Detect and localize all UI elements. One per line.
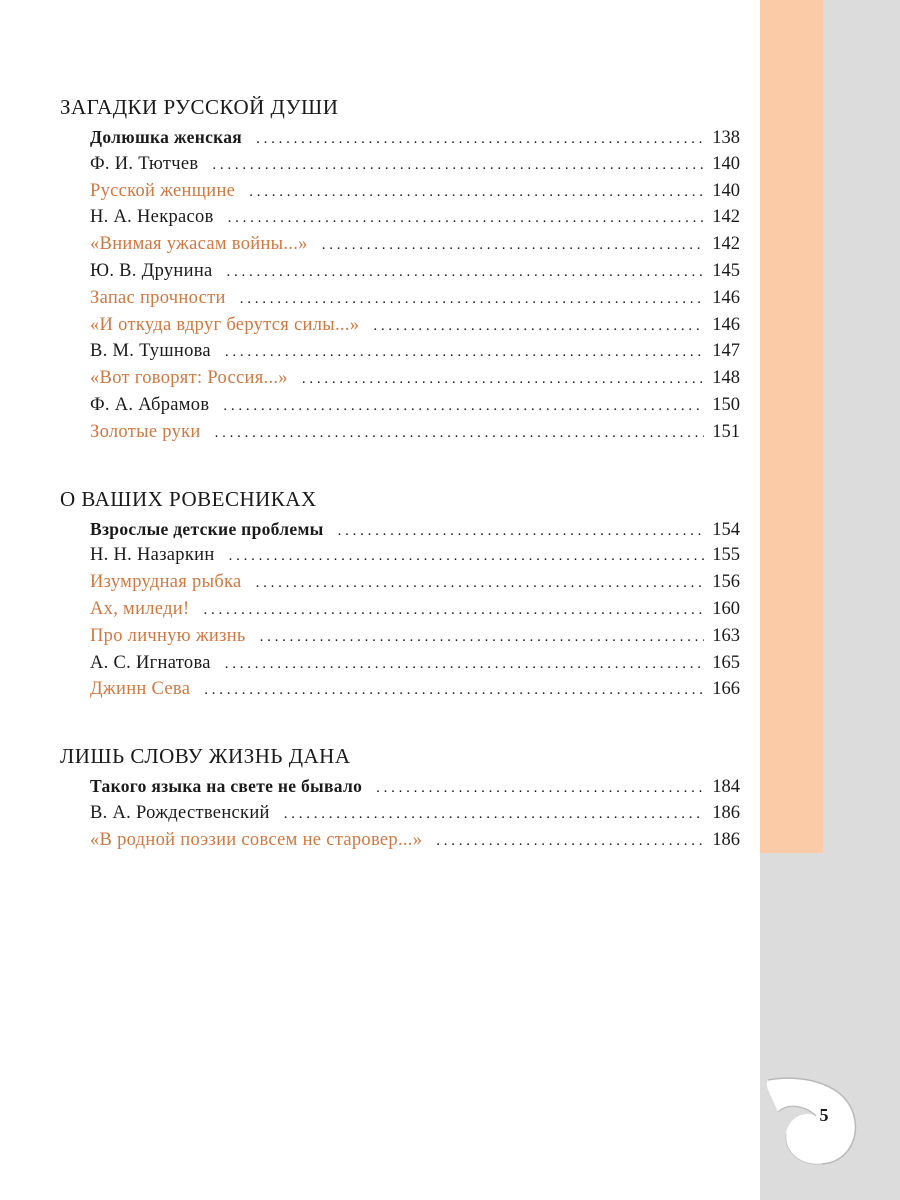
toc-entry[interactable]: [90, 312, 740, 339]
toc-entry[interactable]: [90, 419, 740, 446]
entry-label: Ах, миледи!: [90, 598, 190, 619]
toc-entry[interactable]: [90, 258, 740, 285]
entry-label: Долюшка женская: [90, 127, 243, 147]
toc-entry[interactable]: [90, 285, 740, 312]
dot-leader: [223, 393, 704, 420]
dot-leader: [373, 313, 704, 340]
entry-label: Н. А. Некрасов: [90, 207, 214, 228]
entry-label: Русской женщине: [90, 180, 236, 201]
section-entries: [90, 773, 740, 853]
entry-page: 154: [712, 519, 740, 540]
entry-label: Джинн Сева: [90, 679, 191, 700]
entry-page: 151: [712, 421, 740, 442]
toc-entry[interactable]: [90, 827, 740, 854]
entry-label: Ф. И. Тютчев: [90, 153, 199, 174]
dot-leader: [284, 801, 705, 828]
section-title: ЗАГАДКИ РУССКОЙ ДУШИ: [60, 95, 339, 119]
toc-entry[interactable]: [90, 178, 740, 205]
toc-entry[interactable]: [90, 800, 740, 827]
dot-leader: [256, 570, 705, 597]
toc-entry[interactable]: [90, 676, 740, 703]
entry-page: 142: [712, 207, 740, 228]
entry-page: 163: [712, 625, 740, 646]
entry-label: «В родной поэзии совсем не старовер...»: [90, 829, 423, 850]
entry-page: 184: [712, 777, 740, 798]
entry-page: 146: [712, 314, 740, 335]
entry-label: В. А. Рождественский: [90, 802, 270, 823]
toc-entry[interactable]: [90, 231, 740, 258]
page-number: 5: [819, 1105, 829, 1125]
dot-leader: [260, 624, 705, 651]
dot-leader: [203, 597, 704, 624]
entry-label: Такого языка на свете не бывало: [90, 776, 363, 797]
dot-leader: [212, 152, 704, 179]
entry-page: 186: [712, 829, 740, 850]
entry-label: Ю. В. Друнина: [90, 260, 213, 281]
table-of-contents: [60, 92, 740, 892]
toc-section-2: [60, 484, 740, 704]
side-peach-strip: [760, 0, 823, 853]
toc-entry[interactable]: [90, 124, 740, 151]
entry-label: Золотые руки: [90, 421, 201, 442]
dot-leader: [322, 232, 705, 259]
entry-page: 140: [712, 180, 740, 201]
section-entries: [90, 124, 740, 446]
dot-leader: [436, 828, 704, 855]
dot-leader: [227, 259, 705, 286]
dot-leader: [204, 677, 704, 704]
dot-leader: [225, 651, 704, 678]
entry-label: Ф. А. Абрамов: [90, 394, 210, 415]
entry-label: Изумрудная рыбка: [90, 572, 242, 593]
section-entries: [90, 516, 740, 704]
entry-label: Запас прочности: [90, 287, 226, 308]
entry-label: А. С. Игнатова: [90, 652, 211, 673]
section-title: О ВАШИХ РОВЕСНИКАХ: [60, 486, 317, 511]
dot-leader: [240, 286, 705, 313]
entry-page: 186: [712, 802, 740, 823]
toc-entry[interactable]: [90, 151, 740, 178]
toc-entry[interactable]: [90, 516, 740, 543]
entry-label: Про личную жизнь: [90, 625, 246, 646]
entry-page: 166: [712, 679, 740, 700]
entry-page: 146: [712, 287, 740, 308]
toc-entry[interactable]: [90, 338, 740, 365]
entry-label: Взрослые детские проблемы: [90, 518, 324, 539]
dot-leader: [215, 420, 705, 447]
entry-label: «Вот говорят: Россия...»: [90, 368, 288, 389]
toc-entry[interactable]: [90, 365, 740, 392]
entry-label: Н. Н. Назаркин: [90, 545, 215, 566]
entry-label: «И откуда вдруг берутся силы...»: [90, 314, 360, 335]
toc-section-3: [60, 741, 740, 853]
entry-label: «Внимая ужасам войны...»: [90, 234, 308, 255]
toc-entry[interactable]: [90, 392, 740, 419]
entry-page: 142: [712, 234, 740, 255]
entry-page: 150: [712, 394, 740, 415]
dot-leader: [338, 518, 705, 545]
dot-leader: [256, 126, 704, 153]
toc-section-1: [60, 92, 740, 446]
dot-leader: [229, 543, 705, 570]
dot-leader: [225, 339, 704, 366]
dot-leader: [302, 366, 704, 393]
toc-entry[interactable]: [90, 650, 740, 677]
entry-page: 145: [712, 260, 740, 281]
entry-page: 156: [712, 572, 740, 593]
entry-page: 140: [712, 153, 740, 174]
toc-entry[interactable]: [90, 773, 740, 800]
entry-page: 165: [712, 652, 740, 673]
dot-leader: [228, 205, 705, 232]
entry-page: 155: [712, 545, 740, 566]
entry-page: 160: [712, 598, 740, 619]
dot-leader: [376, 775, 704, 802]
entry-label: В. М. Тушнова: [90, 341, 211, 362]
entry-page: 138: [712, 128, 740, 148]
entry-page: 147: [712, 341, 740, 362]
section-title: ЛИШЬ СЛОВУ ЖИЗНЬ ДАНА: [60, 744, 351, 769]
toc-entry[interactable]: [90, 596, 740, 623]
dot-leader: [249, 179, 704, 206]
entry-page: 148: [712, 368, 740, 389]
toc-entry[interactable]: [90, 204, 740, 231]
toc-entry[interactable]: [90, 569, 740, 596]
toc-entry[interactable]: [90, 623, 740, 650]
toc-entry[interactable]: [90, 542, 740, 569]
